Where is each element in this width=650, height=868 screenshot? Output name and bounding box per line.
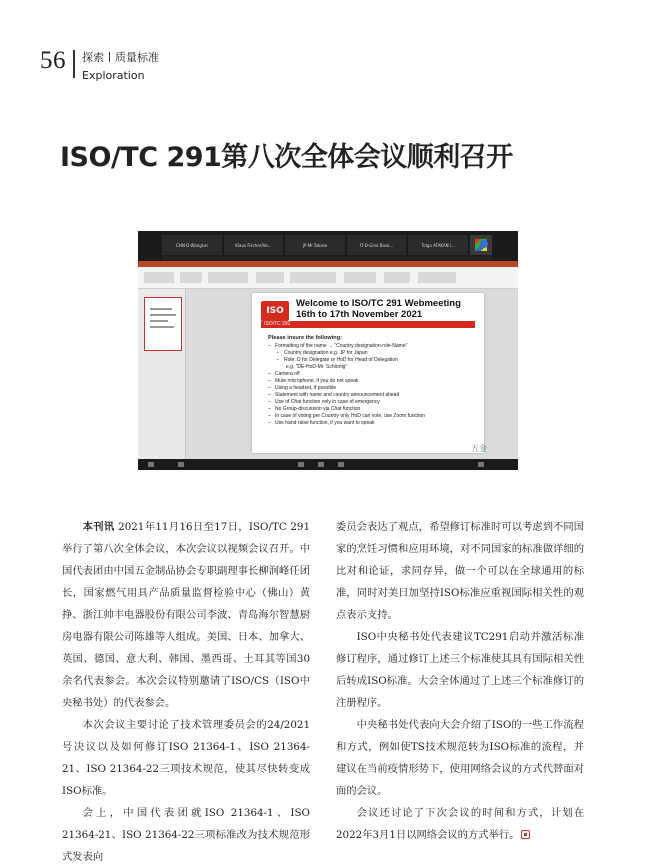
paragraph-text: 中央秘书处代表向大会介绍了ISO的一些工作流程和方式，例如使TS技术规范转为ISO标准的流程，并建议在当前疫情形势下，使用网络会议的方式代替面对面的会议。: [336, 719, 584, 797]
end-mark-icon: [521, 830, 530, 839]
section-label-en: Exploration: [82, 69, 145, 82]
column-label: 质量标准: [115, 51, 159, 64]
slide-area: [186, 289, 518, 459]
ppt-ribbon: [138, 267, 518, 289]
page-number: 56: [40, 47, 66, 74]
paragraph-text: 会议还讨论了下次会议的时间和方式，计划在2022年3月1日以网络会议的方式举行。: [336, 807, 584, 841]
section-header: [82, 49, 159, 82]
paragraph-text: 委员会表达了观点，希望修订标准时可以考虑到不同国家的烹饪习惯和应用环境，对不同国家的标准做详细的比对和论证，求同存异，做一个可以在全球通用的标准，同时对美日加坚持ISO标准应重视国际相关性的观点表示支持。: [336, 521, 584, 621]
iso-logo: ISO: [261, 301, 289, 321]
body-paragraph: [336, 626, 584, 714]
body-paragraph: [62, 714, 310, 802]
paragraph-text: 本次会议主要讨论了技术管理委员会的24/2021号决议以及如何修订ISO 21364-1、ISO 21364-21、ISO 21364-22三项技术规范，使其尽快转变成ISO标准。: [62, 719, 310, 797]
participant-tile: IT-D-Gino Baso...: [347, 235, 407, 255]
body-paragraph: [336, 516, 584, 626]
participant-tile: Klaus Fischer/Ve...: [224, 235, 284, 255]
slide-item: e.g. “DE-HoD-Mr. Schömig”: [286, 364, 348, 370]
body-column-right: [336, 516, 584, 846]
body-paragraph: [336, 802, 584, 846]
slide-item: – Mute microphone, if you do not speak: [268, 378, 478, 385]
slide-heading: [296, 299, 461, 320]
slide-item: – Camera off: [268, 371, 478, 378]
slide-body: [268, 335, 478, 427]
slide-lead: Please insure the following:: [268, 335, 342, 341]
slide-thumbnail: [144, 297, 182, 351]
paragraph-lead: 本刊讯: [82, 521, 115, 533]
paragraph-text: ISO中央秘书处代表建议TC291启动并激活标准修订程序，通过修订上述三个标准使其具有国际相关性后转成ISO标准。大会全体通过了上述三个标准修订的注册程序。: [336, 631, 584, 709]
participant-strip: [162, 235, 492, 255]
zoom-toolbar: [138, 459, 518, 470]
section-label: 探索: [82, 51, 104, 64]
meeting-screenshot: [138, 231, 518, 470]
slide-item: – Using a headset, if possible: [268, 385, 478, 392]
watermark: 五金: [471, 444, 487, 453]
participant-tile: Tolga ATAKAN i...: [408, 235, 468, 255]
slide-item: – Statement with name and country announcement ahead: [268, 392, 478, 399]
slide-item: – Use hand raise function, if you want to speak: [268, 420, 478, 427]
header-bar: [109, 52, 110, 62]
article-title: ISO/TC 291第八次全体会议顺利召开: [60, 142, 513, 173]
participant-avatar: [480, 240, 488, 248]
paragraph-text: 2021年11月16日至17日，ISO/TC 291举行了第八次全体会议，本次会议以视频会议召开。中国代表团由中国五金制品协会专职副理事长柳润峰任团长，国家燃气用具产品质量监督检验中心（佛山）黄挣、浙江帅丰电器股份有限公司李波、青岛海尔智慧厨房电器有限公司陈雄等人组成。美国、日本、加拿大、英国、德国、意大利、韩国、墨西哥、土耳其等国30余名代表参会。本次会议特别邀请了ISO/CS（ISO中央秘书处）的代表参会。: [62, 521, 310, 709]
body-paragraph: [336, 714, 584, 802]
body-column-left: [62, 516, 310, 868]
participant-tile: CHN-D-WangLei: [162, 235, 222, 255]
slide-thumbnails: [138, 289, 186, 459]
slide: [252, 293, 484, 453]
slide-item: • Role: D for Delegate or HoD for Head of Delegation: [268, 357, 478, 364]
slide-item: – Formatting of the name → “Country designation-role-Name”: [268, 343, 478, 350]
slide-item: • Country designation e.g. JP for Japan: [268, 350, 478, 357]
paragraph-text: 会上，中国代表团就ISO 21364-1、ISO 21364-21、ISO 21364-22三项标准改为技术规范形式发表向: [62, 807, 310, 863]
slide-heading-line: 16th to 17th November 2021: [296, 308, 423, 320]
slide-subbar: ISO/TC 291: [261, 321, 475, 328]
body-paragraph: [62, 802, 310, 868]
participant-tile: JP-Mr.Takase: [285, 235, 345, 255]
slide-item: – No Group-discussion via Chat function: [268, 406, 478, 413]
slide-list: [268, 343, 478, 427]
body-paragraph: [62, 516, 310, 714]
slide-item: – Use of Chat function only in case of emergency: [268, 399, 478, 406]
slide-heading-line: Welcome to ISO/TC 291 Webmeeting: [296, 298, 461, 309]
slide-item: – In case of voting per Country only HoD can vote, use Zoom function: [268, 413, 478, 420]
header-divider: [73, 50, 75, 78]
